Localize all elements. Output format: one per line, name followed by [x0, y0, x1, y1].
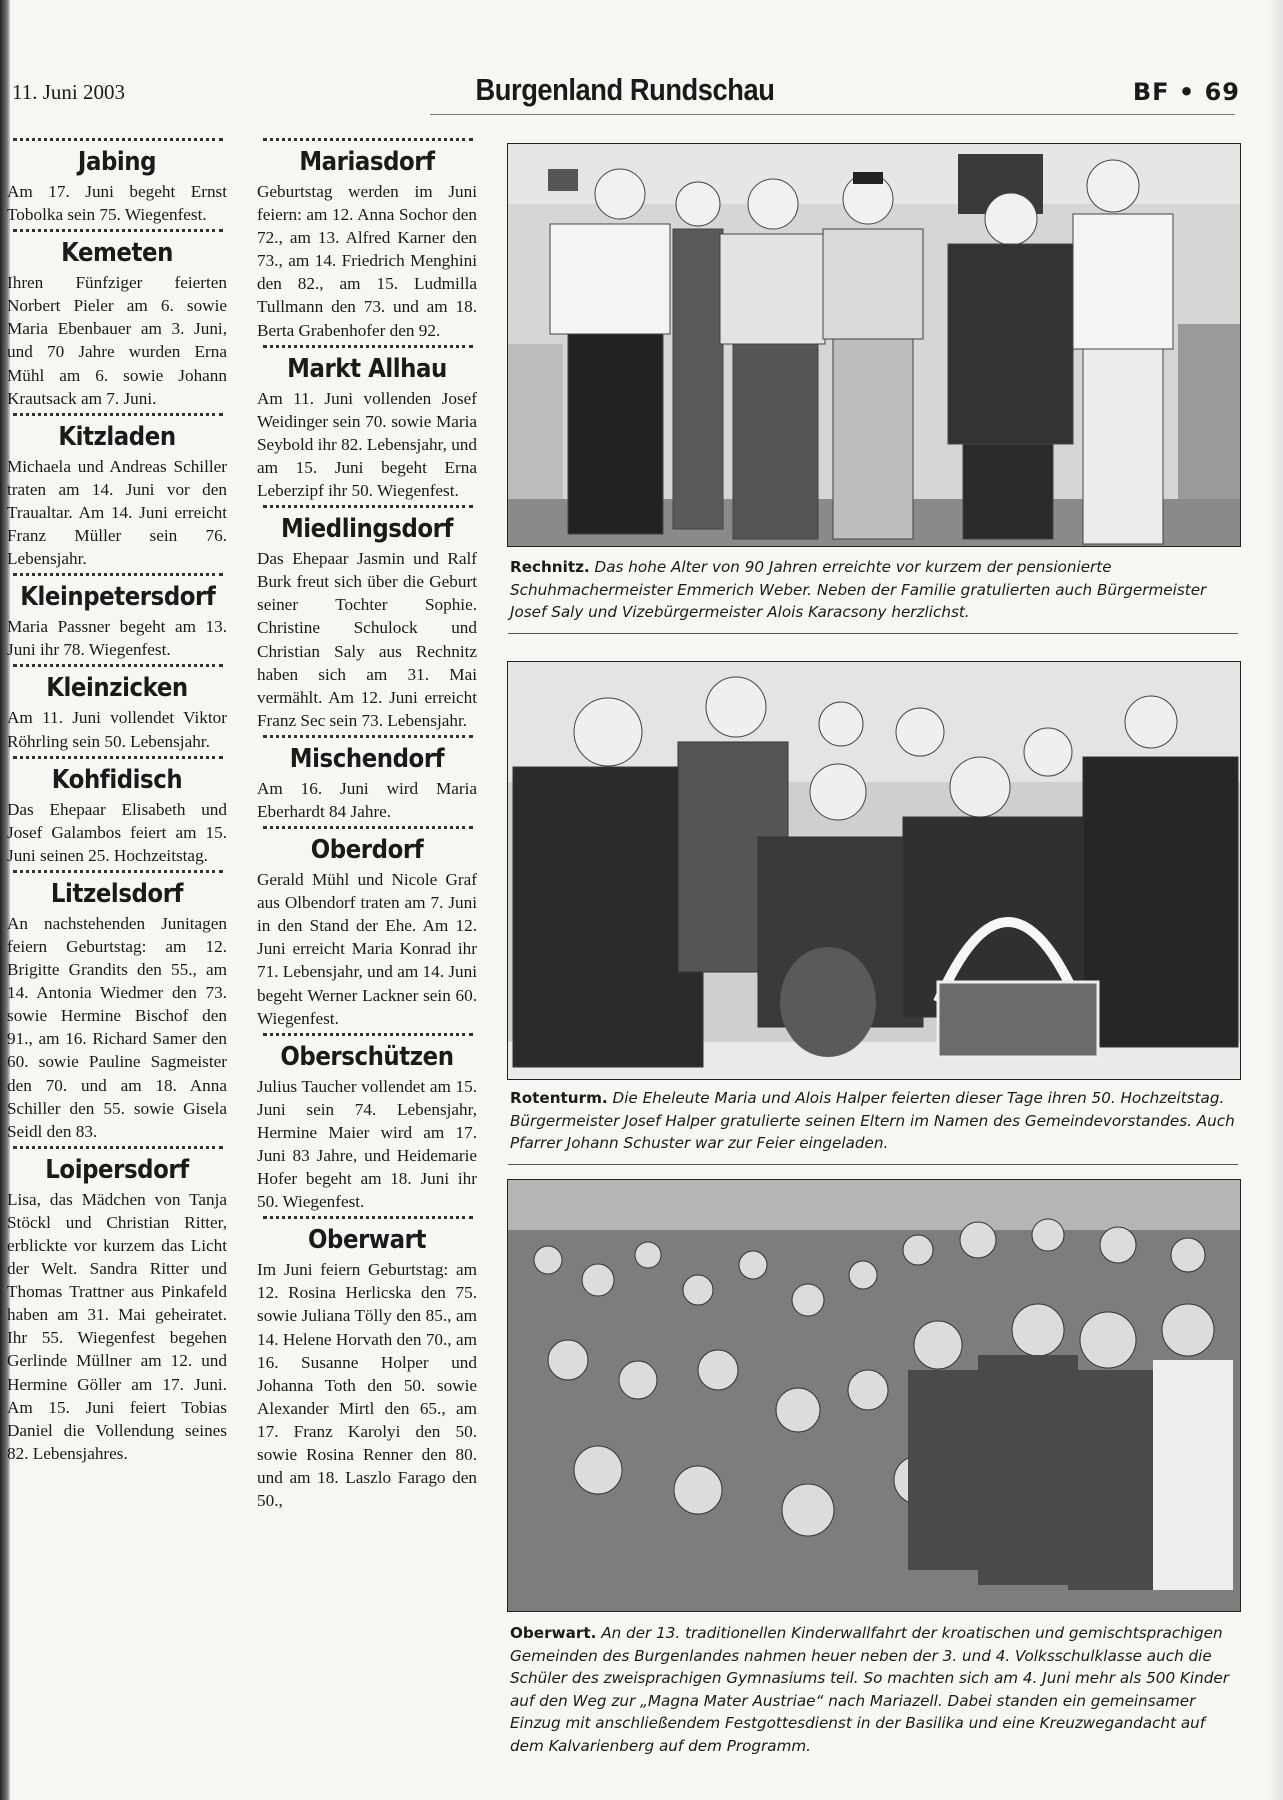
- announcement: [257, 1216, 477, 1512]
- header-rule: [430, 114, 1235, 115]
- announcement: [257, 345, 477, 502]
- announcement: [257, 826, 477, 1030]
- caption-rule: [508, 633, 1238, 634]
- dotted-separator: [263, 826, 473, 829]
- place-heading: Kitzladen: [58, 421, 176, 452]
- announcement-text: Am 17. Juni begeht Ernst Tobolka sein 75. Wiegenfest.: [7, 182, 227, 225]
- announcement-text: Maria Passner begeht am 13. Juni ihr 78. Wiegenfest.: [7, 617, 227, 660]
- announcement-text: An nachstehenden Junitagen feiern Geburtstag: am 12. Brigitte Grandits den 55., am 14. Antonia Wiedmer den 73. sowie Hermine Bischof den 91., am 16. Richard Samer den 60. sowie Pauline Sagmeister den 70. und am 18. Anna Schiller den 55. sowie Gisela Seidl den 83.: [7, 913, 227, 1141]
- announcement: [257, 735, 477, 823]
- place-heading: Kemeten: [61, 238, 173, 269]
- announcement-text: Gerald Mühl und Nicole Graf aus Olbendorf traten am 7. Juni in den Stand der Ehe. Am 12. Juni erreicht Maria Konrad ihr 71. Lebensjahr, und am 14. Juni begeht Werner Lackner sein 60. Wiegenfest.: [257, 870, 477, 1028]
- announcement: [7, 413, 227, 570]
- dotted-separator: [13, 229, 223, 232]
- place-heading: Oberdorf: [310, 835, 424, 866]
- crowd-photo-oberwart: [507, 1179, 1241, 1612]
- place-heading: Markt Allhau: [287, 353, 447, 384]
- photo-caption-rechnitz: [510, 556, 1238, 624]
- page-edge: [1269, 0, 1283, 1800]
- dotted-separator: [13, 138, 223, 141]
- place-heading: Oberschützen: [280, 1041, 454, 1072]
- place-heading: Kleinzicken: [46, 673, 188, 704]
- announcement: [7, 573, 227, 661]
- place-heading: Mischendorf: [289, 743, 445, 774]
- place-heading: Kleinpetersdorf: [20, 582, 216, 613]
- announcement-text: Julius Taucher vollendet am 15. Juni sein 74. Lebensjahr, Hermine Maier wird am 17. Juni 83 Jahre, und Heidemarie Hofer begeht am 18. Juni ihr 50. Wiegenfest.: [257, 1076, 477, 1212]
- announcement-text: Ihren Fünfziger feierten Norbert Pieler am 6. sowie Maria Ebenbauer am 3. Juni, und 70 Jahre wurden Erna Mühl am 6. sowie Johann Krautsack am 7. Juni.: [7, 273, 227, 408]
- announcement-text: Das Ehepaar Jasmin und Ralf Burk freut sich über die Geburt seiner Tochter Sophie. Christine Schulock und Christian Saly aus Rechnitz haben sich am 31. Mai vermählt. Am 12. Juni erreicht Franz Sec sein 73. Lebensjahr.: [257, 549, 477, 730]
- announcement-text: Im Juni feiern Geburtstag: am 12. Rosina Herlicska den 75. sowie Juliana Tölly den 85., am 14. Helene Horvath den 70., am 16. Susanne Holper und Johanna Toth den 50. sowie Alexander Mirtl den 65., am 17. Franz Karolyi den 50. sowie Rosina Renner den 80. und am 18. Laszlo Farago den 50.,: [257, 1260, 477, 1511]
- place-heading: Kohfidisch: [51, 764, 183, 795]
- place-heading: Loipersdorf: [45, 1154, 189, 1185]
- caption-lead: Oberwart.: [510, 1624, 597, 1642]
- announcement: [257, 138, 477, 342]
- place-heading: Litzelsdorf: [50, 878, 184, 909]
- dotted-separator: [13, 1146, 223, 1149]
- caption-rule: [508, 1164, 1238, 1165]
- dotted-separator: [13, 664, 223, 667]
- dotted-separator: [263, 1033, 473, 1036]
- announcement: [257, 1033, 477, 1214]
- announcement: [7, 1146, 227, 1465]
- announcements-column-2: [257, 138, 477, 1515]
- place-heading: Mariasdorf: [299, 147, 435, 177]
- caption-text: An der 13. traditionellen Kinderwallfahrt der kroatischen und gemischtsprachigen Gemeinden des Burgenlandes nahmen heuer neben der 3. und 4. Volksschulklasse auch die Schüler des zweisprachigen Gymnasiums teil. So machten sich am 4. Juni mehr als 500 Kinder auf den Weg zur „Magna Mater Austriae“ nach Mariazell. Dabei standen ein gemeinsamer Einzug mit anschließendem Festgottesdienst in der Basilika und eine Kreuzwegandacht auf dem Kalvarienberg auf dem Programm.: [510, 1624, 1229, 1755]
- caption-text: Das hohe Alter von 90 Jahren erreichte vor kurzem der pensionierte Schuhmachermeister Emmerich Weber. Neben der Familie gratulierten auch Bürgermeister Josef Saly und Vizebürgermeister Alois Karacsony herzlichst.: [510, 558, 1207, 621]
- place-heading: Oberwart: [308, 1225, 426, 1256]
- announcement: [257, 505, 477, 732]
- photo-illustration: [508, 1180, 1240, 1611]
- newspaper-title: Burgenland Rundschau: [475, 72, 775, 107]
- dotted-separator: [263, 735, 473, 738]
- announcement-text: Am 11. Juni vollenden Josef Weidinger sein 70. sowie Maria Seybold ihr 82. Lebensjahr, und am 15. Juni begeht Erna Leberzipf ihr 50. Wiegenfest.: [257, 388, 477, 501]
- announcement-text: Das Ehepaar Elisabeth und Josef Galambos feiert am 15. Juni seinen 25. Hochzeitstag.: [7, 799, 227, 865]
- photo-illustration: [508, 662, 1240, 1079]
- group-photo-rotenturm: [507, 661, 1241, 1080]
- dotted-separator: [13, 413, 223, 416]
- dotted-separator: [263, 1216, 473, 1219]
- group-photo-rechnitz: [507, 143, 1241, 547]
- announcement: [7, 664, 227, 752]
- announcement: [7, 756, 227, 867]
- announcement-text: Michaela und Andreas Schiller traten am 14. Juni vor den Traualtar. Am 14. Juni erreicht Franz Müller sein 76. Lebensjahr.: [7, 456, 227, 569]
- dotted-separator: [263, 345, 473, 348]
- photo-illustration: [508, 144, 1240, 546]
- announcement-text: Lisa, das Mädchen von Tanja Stöckl und Christian Ritter, erblickte vor kurzem das Licht der Welt. Sandra Ritter und Thomas Trattner aus Pinkafeld haben am 31. Mai geheiratet. Ihr 55. Wiegenfest begehen Gerlinde Müllner am 12. und Hermine Göller am 17. Juni. Am 15. Juni feiert Tobias Daniel die Vollendung seines 82. Lebensjahres.: [7, 1189, 227, 1463]
- caption-text: Die Eheleute Maria und Alois Halper feierten dieser Tage ihren 50. Hochzeitstag. Bürgermeister Josef Halper gratulierte seinen Eltern im Namen des Gemeindevorstandes. Auch Pfarrer Johann Schuster war zur Feier eingeladen.: [510, 1089, 1235, 1152]
- caption-lead: Rechnitz.: [510, 558, 590, 576]
- issue-date: 11. Juni 2003: [12, 80, 125, 104]
- dotted-separator: [13, 870, 223, 873]
- dotted-separator: [13, 756, 223, 759]
- announcement-text: Am 11. Juni vollendet Viktor Röhrling sein 50. Lebensjahr.: [7, 708, 227, 751]
- page-number: BF • 69: [1132, 78, 1240, 106]
- place-heading: Jabing: [77, 147, 157, 177]
- announcements-column-1: [7, 138, 227, 1468]
- place-heading: Miedlingsdorf: [280, 514, 454, 545]
- announcement-text: Am 16. Juni wird Maria Eberhardt 84 Jahre.: [257, 778, 477, 821]
- dotted-separator: [13, 573, 223, 576]
- caption-lead: Rotenturm.: [510, 1089, 608, 1107]
- announcement: [7, 229, 227, 410]
- dotted-separator: [263, 138, 473, 141]
- announcement: [7, 870, 227, 1143]
- announcement: [7, 138, 227, 226]
- announcement-text: Geburtstag werden im Juni feiern: am 12. Anna Sochor den 72., am 13. Alfred Karner den 73., am 14. Friedrich Menghini den 82., am 15. Ludmilla Tullmann den 73. und am 18. Berta Grabenhofer den 92.: [257, 182, 477, 340]
- photo-caption-rotenturm: [510, 1087, 1238, 1155]
- photo-caption-oberwart: [510, 1622, 1238, 1757]
- dotted-separator: [263, 505, 473, 508]
